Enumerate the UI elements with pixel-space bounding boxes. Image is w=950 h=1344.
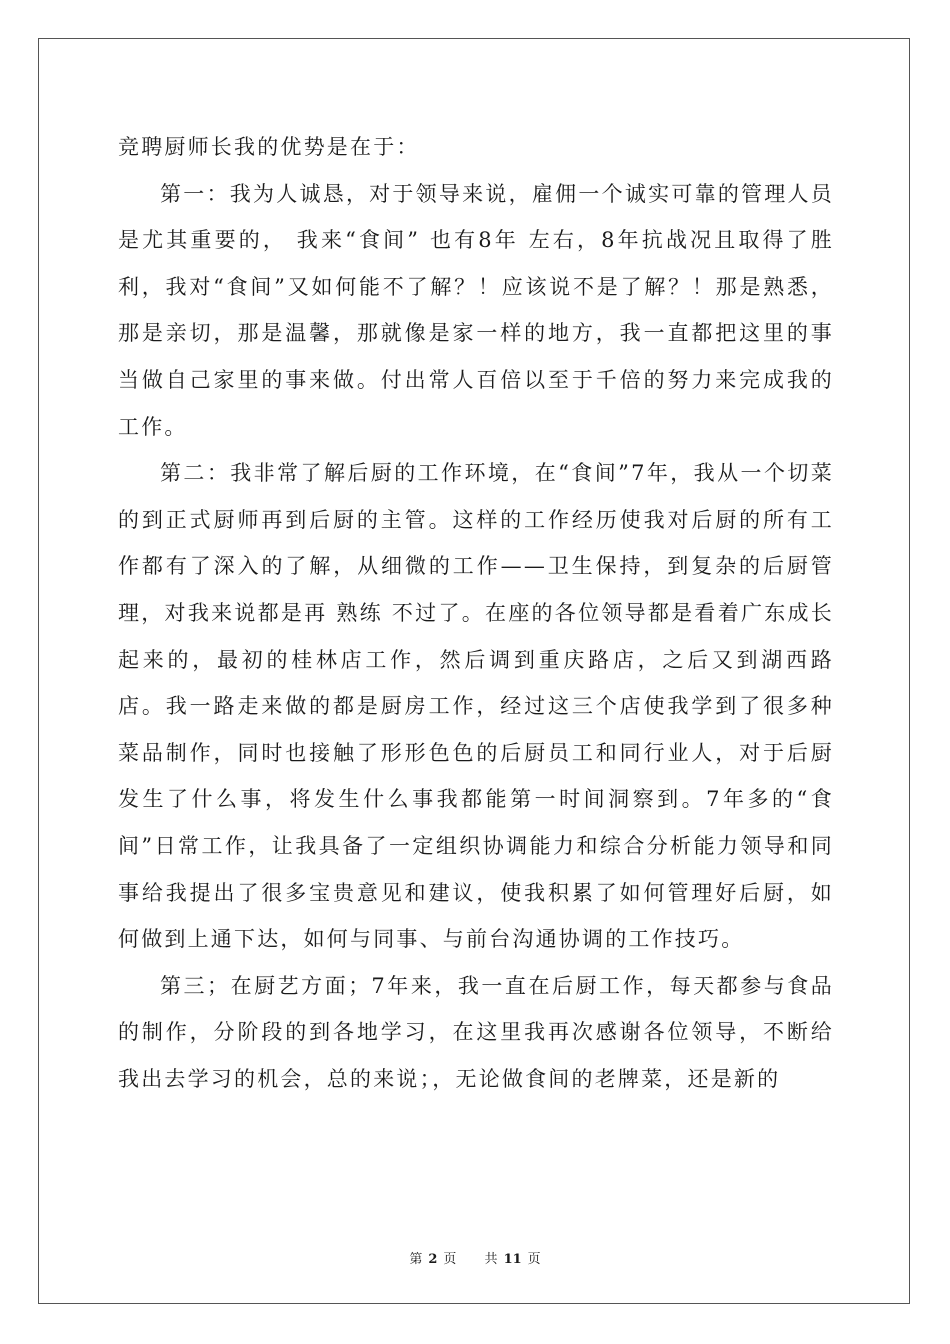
page-indicator xyxy=(403,1252,462,1267)
paragraph-third-advantage: 第三；在厨艺方面；7年来，我一直在后厨工作，每天都参与食品的制作，分阶段的到各地学习，在这里我再次感谢各位领导，不断给我出去学习的机会，总的来说；，无论做食间的老牌菜，还是新的 xyxy=(118,973,834,1091)
total-label-suffix: 页 xyxy=(527,1252,541,1267)
page-label-prefix: 第 xyxy=(409,1252,423,1267)
paragraph-intro: 竞聘厨师长我的优势是在于： xyxy=(118,135,420,159)
total-pages: 11 xyxy=(503,1252,522,1267)
total-label-prefix: 共 xyxy=(484,1252,498,1267)
total-pages-indicator xyxy=(479,1252,547,1267)
paragraph-first-advantage: 第一：我为人诚恳，对于领导来说，雇佣一个诚实可靠的管理人员是尤其重要的， 我来“食间” 也有8年 左右，8年抗战况且取得了胜利，我对“食间”又如何能不了解？！应该说不是了解？！那是熟悉，那是亲切，那是温馨，那就像是家一样的地方，我一直都把这里的事当做自己家里的事来做。付出常人百倍以至于千倍的努力来完成我的工作。 xyxy=(118,181,834,439)
page-footer xyxy=(0,1248,950,1267)
paragraph-second-advantage: 第二：我非常了解后厨的工作环境，在“食间”7年，我从一个切菜的到正式厨师再到后厨的主管。这样的工作经历使我对后厨的所有工作都有了深入的了解，从细微的工作——卫生保持，到复杂的后厨管理，对我来说都是再 熟练 不过了。在座的各位领导都是看着广东成长起来的，最初的桂林店工作，然后调到重庆路店，之后又到湖西路店。我一路走来做的都是厨房工作，经过这三个店使我学到了很多种菜品制作，同时也接触了形形色色的后厨员工和同行业人，对于后厨发生了什么事，将发生什么事我都能第一时间洞察到。7年多的“食间”日常工作，让我具备了一定组织协调能力和综合分析能力领导和同事给我提出了很多宝贵意见和建议，使我积累了如何管理好后厨，如何做到上通下达，如何与同事、与前台沟通协调的工作技巧。 xyxy=(118,461,834,952)
page-number: 2 xyxy=(428,1252,438,1267)
document-body xyxy=(118,124,834,1102)
page-label-suffix: 页 xyxy=(443,1252,457,1267)
